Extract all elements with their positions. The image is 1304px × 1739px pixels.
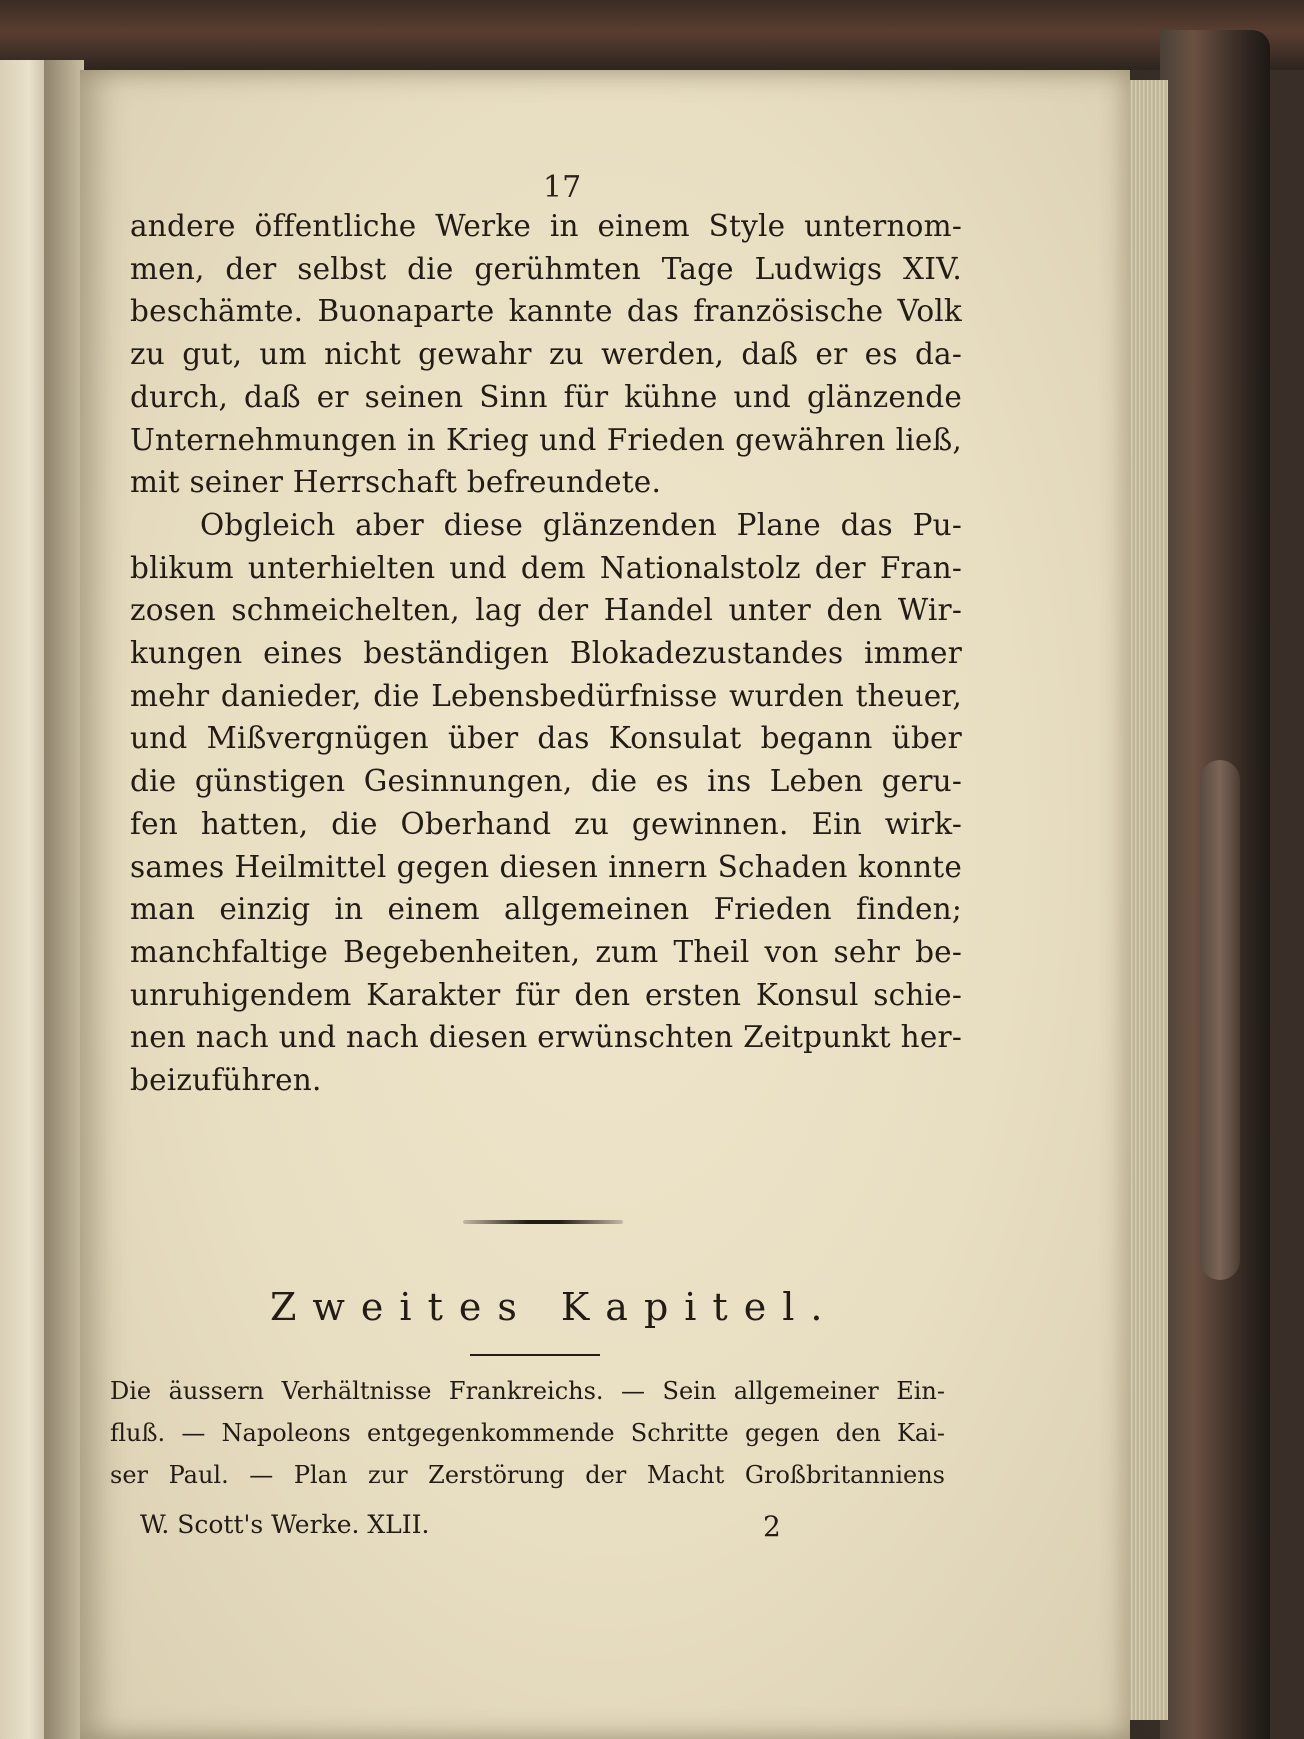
- book-spine-leather: [1200, 760, 1240, 1280]
- text-line: kungen eines beständigen Blokadezustandes immer: [130, 636, 962, 671]
- summary-line: fluß. — Napoleons entgegenkommende Schritte gegen den Kai-: [110, 1419, 945, 1447]
- text-line: man einzig in einem allgemeinen Frieden finden;: [130, 892, 962, 927]
- page-gutter: [44, 60, 84, 1739]
- text-line: sames Heilmittel gegen diesen innern Schaden konnte: [130, 849, 962, 884]
- text-line: die günstigen Gesinnungen, die es ins Leben geru-: [130, 764, 962, 799]
- book-cover-top-edge: [0, 0, 1304, 70]
- text-line: manchfaltige Begebenheiten, zum Theil von sehr be-: [130, 934, 962, 969]
- text-line: zu gut, um nicht gewahr zu werden, daß er es da-: [130, 337, 962, 372]
- text-line: blikum unterhielten und dem Nationalstolz der Fran-: [130, 550, 962, 585]
- text-line: zosen schmeichelten, lag der Handel unter den Wir-: [130, 593, 962, 628]
- text-line: unruhigendem Karakter für den ersten Konsul schie-: [130, 977, 962, 1012]
- summary-line: ser Paul. — Plan zur Zerstörung der Macht Großbritanniens: [110, 1461, 945, 1489]
- page-body: [130, 205, 962, 1102]
- text-line: Unternehmungen in Krieg und Frieden gewähren ließ,: [130, 422, 962, 457]
- text-line: durch, daß er seinen Sinn für kühne und glänzende: [130, 379, 962, 414]
- text-line: Obgleich aber diese glänzenden Plane das Pu-: [200, 507, 962, 542]
- chapter-summary: [110, 1370, 945, 1496]
- text-line: mit seiner Herrschaft befreundete.: [130, 465, 662, 500]
- text-line: nen nach und nach diesen erwünschten Zeitpunkt her-: [130, 1020, 962, 1055]
- text-line: und Mißvergnügen über das Konsulat begann über: [130, 721, 962, 756]
- text-line: fen hatten, die Oberhand zu gewinnen. Ein wirk-: [130, 806, 962, 841]
- summary-line: Die äussern Verhältnisse Frankreichs. — Sein allgemeiner Ein-: [110, 1377, 945, 1405]
- chapter-title-rule: [470, 1354, 600, 1356]
- signature-mark: 2: [763, 1510, 781, 1543]
- text-line: beizuführen.: [130, 1063, 322, 1098]
- left-page-edge: [0, 60, 48, 1739]
- paragraph-1: [130, 205, 962, 504]
- printer-signature: W. Scott's Werke. XLII.: [140, 1510, 430, 1539]
- text-line: men, der selbst die gerühmten Tage Ludwigs XIV.: [130, 251, 962, 286]
- text-line: andere öffentliche Werke in einem Style unternom-: [130, 209, 962, 243]
- chapter-title: Zweites Kapitel.: [270, 1285, 839, 1329]
- section-divider-ornament: [463, 1220, 623, 1224]
- text-line: mehr danieder, die Lebensbedürfnisse wurden theuer,: [130, 678, 962, 713]
- paragraph-2: [130, 504, 962, 1102]
- page-number: 17: [543, 170, 582, 205]
- text-line: beschämte. Buonaparte kannte das französische Volk: [130, 294, 962, 329]
